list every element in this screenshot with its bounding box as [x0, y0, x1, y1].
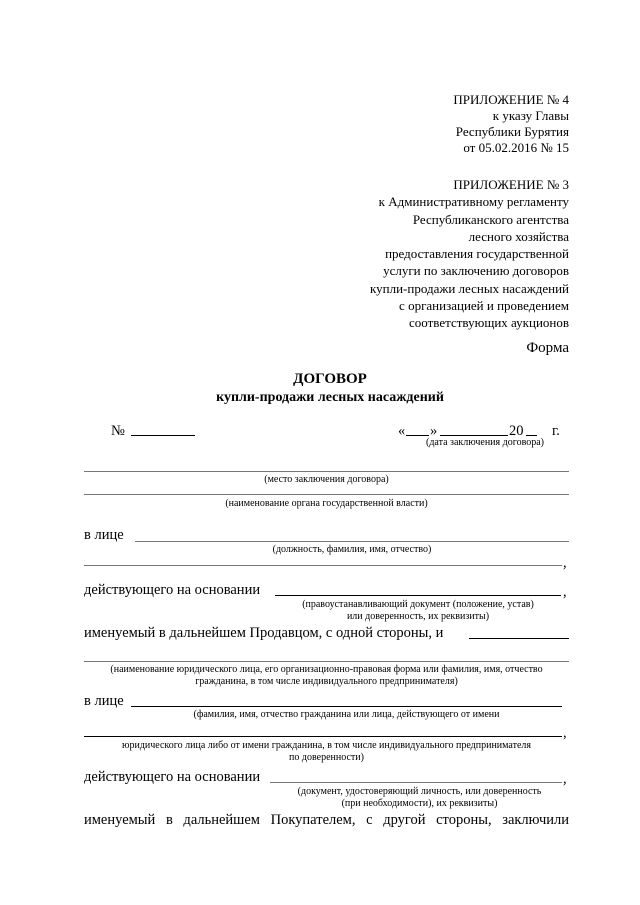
- buyer-name-field[interactable]: [469, 638, 569, 639]
- seller-designation-text: именуемый в дальнейшем Продавцом, с одной стороны, и: [84, 625, 444, 641]
- annex4-line4: от 05.02.2016 № 15: [463, 140, 569, 155]
- contract-title: ДОГОВОР: [293, 371, 367, 387]
- buyer-name-caption-2: гражданина, в том числе индивидуального предпринимателя): [195, 676, 458, 687]
- annex3-line1: ПРИЛОЖЕНИЕ № 3: [453, 177, 569, 192]
- date-year-field[interactable]: [526, 435, 537, 436]
- buyer-basis-label: действующего на основании: [84, 769, 261, 785]
- contract-subtitle: купли-продажи лесных насаждений: [216, 390, 444, 405]
- form-label: Форма: [526, 340, 569, 356]
- annex3-line7: купли-продажи лесных насаждений: [370, 280, 569, 296]
- annex3-line4: лесного хозяйства: [468, 228, 569, 244]
- buyer-in-person-label: в лице: [84, 693, 124, 709]
- buyer-basis-field[interactable]: [270, 782, 562, 783]
- comma-2: ,: [563, 584, 567, 600]
- seller-representative-caption: (должность, фамилия, имя, отчество): [272, 544, 432, 555]
- annex3-line5: предоставления государственной: [385, 246, 569, 262]
- contract-number-label: №: [111, 423, 125, 439]
- buyer-basis-caption-2: (при необходимости), их реквизиты): [341, 798, 498, 809]
- comma-4: ,: [563, 771, 567, 787]
- annex4-line2: к указу Главы: [492, 108, 569, 123]
- seller-in-person-label: в лице: [84, 527, 124, 543]
- comma-3: ,: [563, 725, 567, 741]
- date-caption: (дата заключения договора): [426, 437, 544, 448]
- place-field[interactable]: [84, 471, 569, 472]
- comma-1: ,: [563, 555, 567, 571]
- annex3-block: [269, 176, 569, 332]
- annex3-line2: к Административному регламенту: [378, 194, 569, 210]
- buyer-representative-field[interactable]: [131, 706, 562, 707]
- buyer-designation-text: именуемый в дальнейшем Покупателем, с другой стороны, заключили: [84, 812, 569, 828]
- annex4-line1: ПРИЛОЖЕНИЕ № 4: [453, 92, 569, 107]
- annex3-line8: с организацией и проведением: [399, 298, 569, 314]
- seller-representative-field[interactable]: [135, 541, 569, 542]
- seller-basis-field[interactable]: [275, 595, 561, 596]
- seller-basis-caption-2: или доверенность, их реквизиты): [346, 611, 490, 622]
- date-day-field[interactable]: [406, 435, 429, 436]
- date-month-field[interactable]: [440, 435, 508, 436]
- buyer-representative-field-2[interactable]: [84, 736, 562, 737]
- date-year-prefix: 20: [509, 423, 524, 439]
- seller-basis-label: действующего на основании: [84, 582, 261, 598]
- buyer-basis-caption-1: (документ, удостоверяющий личность, или доверенность: [297, 786, 542, 797]
- date-suffix: г.: [552, 423, 560, 439]
- annex3-line3: Республиканского агентства: [412, 211, 569, 227]
- annex3-line9: соответствующих аукционов: [409, 315, 569, 331]
- buyer-representative-caption-3: по доверенности): [289, 752, 364, 763]
- place-caption: (место заключения договора): [264, 474, 389, 485]
- buyer-name-caption-1: (наименование юридического лица, его организационно-правовая форма или фамилия, имя, отчество: [110, 664, 543, 675]
- contract-number-field[interactable]: [131, 435, 195, 436]
- annex4-line3: Республики Бурятия: [455, 124, 569, 139]
- seller-representative-field-2[interactable]: [84, 565, 562, 566]
- seller-basis-caption-1: (правоустанавливающий документ (положение, устав): [302, 599, 534, 610]
- annex4-block: [309, 92, 569, 156]
- buyer-representative-caption-1: (фамилия, имя, отчество гражданина или лица, действующего от имени: [193, 709, 500, 720]
- buyer-name-field-2[interactable]: [84, 661, 569, 662]
- buyer-representative-caption-2: юридического лица либо от имени гражданина, в том числе индивидуального предпринимателя: [122, 740, 531, 751]
- authority-caption: (наименование органа государственной власти): [225, 498, 428, 509]
- annex3-line6: услуги по заключению договоров: [383, 263, 569, 279]
- date-quote-open: «: [398, 423, 406, 439]
- authority-field[interactable]: [84, 494, 569, 495]
- date-quote-close: »: [430, 423, 438, 439]
